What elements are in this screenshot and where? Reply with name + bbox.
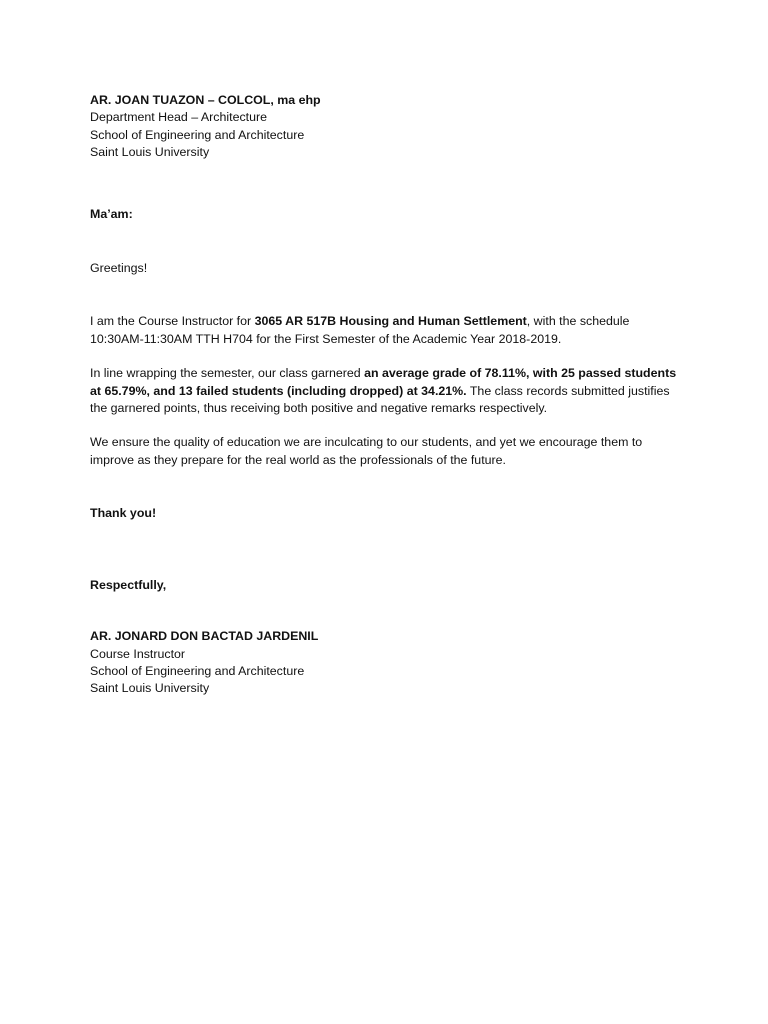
paragraph1-text2: , with the schedule [526,314,630,329]
paragraph2-text1: In line wrapping the semester, our class garnered [90,366,365,381]
paragraph2-line3: the garnered points, thus receiving both positive and negative remarks respectively. [90,401,548,416]
paragraph1-text1: I am the Course Instructor for [90,314,255,329]
recipient-block [90,92,680,162]
greeting: Greetings! [90,261,148,276]
sender-university: Saint Louis University [90,681,210,696]
paragraph-grades [90,365,680,417]
recipient-university: Saint Louis University [90,145,210,160]
paragraph3-line2: improve as they prepare for the real world as the professionals of the future. [90,452,506,467]
paragraph-course [90,313,680,348]
paragraph2-bold1: an average grade of 78.11%, with 25 passed students [364,366,677,381]
paragraph2-text2: The class records submitted justifies [466,383,670,398]
recipient-school: School of Engineering and Architecture [90,127,305,142]
sender-name: AR. JONARD DON BACTAD JARDENIL [90,629,319,644]
sender-block [90,628,680,698]
recipient-position: Department Head – Architecture [90,110,268,125]
recipient-name: AR. JOAN TUAZON – COLCOL, ma ehp [90,93,321,107]
paragraph-quality [90,434,680,469]
paragraph2-bold2: at 65.79%, and 13 failed students (including dropped) at 34.21%. [90,383,467,398]
thanks: Thank you! [90,506,157,521]
sender-school: School of Engineering and Architecture [90,663,305,678]
closing: Respectfully, [90,577,167,592]
salutation: Ma’am: [90,206,133,221]
letter [90,92,680,698]
paragraph3-line1: We ensure the quality of education we are inculcating to our students, and yet we encourage them to [90,435,643,450]
sender-position: Course Instructor [90,646,186,661]
course-title: 3065 AR 517B Housing and Human Settlement [254,314,527,329]
paragraph1-line2: 10:30AM-11:30AM TTH H704 for the First Semester of the Academic Year 2018-2019. [90,331,562,346]
